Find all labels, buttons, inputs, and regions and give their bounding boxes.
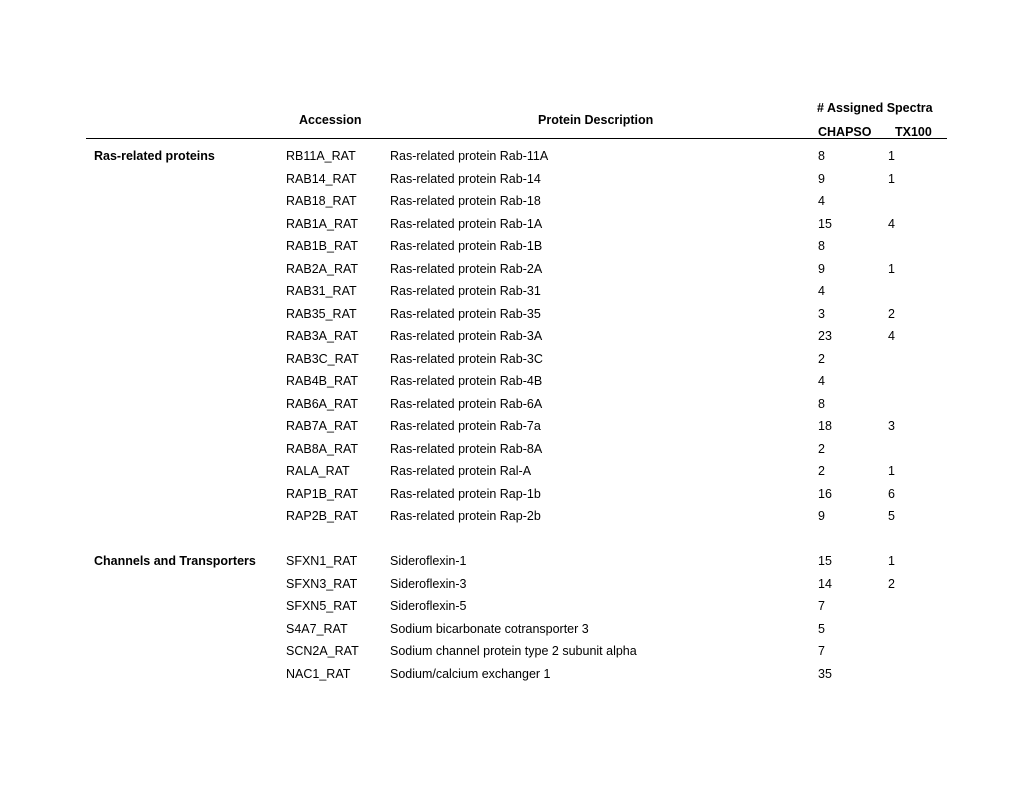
- chapso-count-cell: 5: [818, 621, 825, 636]
- table-row: [0, 258, 1020, 281]
- accession-cell: SFXN1_RAT: [286, 554, 358, 568]
- table-row: [0, 415, 1020, 438]
- table-row: [0, 190, 1020, 213]
- chapso-count-cell: 7: [818, 599, 825, 613]
- table-group: [0, 550, 1020, 685]
- table-row: [0, 618, 1020, 641]
- table-row: [0, 438, 1020, 461]
- category-label: Ras-related proteins: [94, 149, 215, 163]
- tx100-count-cell: 4: [888, 216, 895, 231]
- tx100-count-cell: 4: [888, 329, 895, 343]
- description-cell: Sodium/calcium exchanger 1: [390, 666, 551, 681]
- chapso-count-cell: 4: [818, 194, 825, 208]
- assigned-spectra-header: # Assigned Spectra: [817, 101, 933, 115]
- table-row: [0, 550, 1020, 573]
- table-row: [0, 303, 1020, 326]
- accession-cell: RAB3C_RAT: [286, 351, 359, 366]
- chapso-count-cell: 2: [818, 351, 825, 366]
- description-cell: Sideroflexin-5: [390, 599, 467, 613]
- description-cell: Ras-related protein Rab-14: [390, 171, 541, 186]
- accession-cell: RAB18_RAT: [286, 194, 357, 208]
- table-row: [0, 370, 1020, 393]
- description-cell: Ras-related protein Rab-31: [390, 284, 541, 298]
- table-row: [0, 460, 1020, 483]
- header-divider: [86, 138, 947, 139]
- tx100-count-cell: 1: [888, 554, 895, 568]
- table-row: [0, 505, 1020, 528]
- description-cell: Ras-related protein Rab-8A: [390, 441, 543, 456]
- table-row: [0, 640, 1020, 663]
- chapso-count-cell: 9: [818, 171, 825, 186]
- table-row: [0, 168, 1020, 191]
- accession-cell: RALA_RAT: [286, 464, 350, 478]
- table-row: [0, 663, 1020, 686]
- description-cell: Ras-related protein Rab-3C: [390, 351, 543, 366]
- accession-cell: RAB14_RAT: [286, 171, 357, 186]
- description-cell: Ras-related protein Rab-1A: [390, 216, 543, 231]
- accession-cell: RB11A_RAT: [286, 149, 356, 163]
- description-cell: Sideroflexin-3: [390, 576, 467, 591]
- chapso-count-cell: 3: [818, 306, 825, 321]
- tx100-count-cell: 6: [888, 486, 895, 501]
- tx100-count-cell: 1: [888, 261, 895, 276]
- description-cell: Ras-related protein Rab-4B: [390, 374, 543, 388]
- category-label: Channels and Transporters: [94, 554, 256, 568]
- tx100-count-cell: 1: [888, 171, 895, 186]
- description-cell: Ras-related protein Rab-6A: [390, 396, 543, 411]
- description-cell: Ras-related protein Rab-35: [390, 306, 541, 321]
- chapso-count-cell: 16: [818, 486, 832, 501]
- chapso-count-cell: 7: [818, 644, 825, 658]
- tx100-count-cell: 1: [888, 464, 895, 478]
- accession-cell: RAP2B_RAT: [286, 509, 359, 523]
- chapso-count-cell: 15: [818, 554, 832, 568]
- accession-cell: RAB6A_RAT: [286, 396, 359, 411]
- accession-cell: RAB1B_RAT: [286, 239, 359, 253]
- chapso-count-cell: 14: [818, 576, 832, 591]
- accession-cell: SFXN5_RAT: [286, 599, 358, 613]
- accession-cell: RAB4B_RAT: [286, 374, 359, 388]
- table-row: [0, 235, 1020, 258]
- accession-cell: SCN2A_RAT: [286, 644, 359, 658]
- accession-cell: RAB3A_RAT: [286, 329, 359, 343]
- chapso-header: CHAPSO: [818, 125, 872, 139]
- chapso-count-cell: 2: [818, 464, 825, 478]
- chapso-count-cell: 9: [818, 261, 825, 276]
- accession-cell: RAB1A_RAT: [286, 216, 359, 231]
- description-cell: Ras-related protein Ral-A: [390, 464, 532, 478]
- chapso-count-cell: 18: [818, 419, 832, 433]
- description-cell: Ras-related protein Rap-1b: [390, 486, 541, 501]
- accession-cell: SFXN3_RAT: [286, 576, 358, 591]
- table-row: [0, 393, 1020, 416]
- description-cell: Sideroflexin-1: [390, 554, 467, 568]
- chapso-count-cell: 35: [818, 666, 832, 681]
- table-row: [0, 348, 1020, 371]
- chapso-count-cell: 23: [818, 329, 832, 343]
- accession-cell: RAB8A_RAT: [286, 441, 359, 456]
- description-cell: Ras-related protein Rab-2A: [390, 261, 543, 276]
- description-cell: Ras-related protein Rab-3A: [390, 329, 543, 343]
- tx100-header: TX100: [895, 125, 932, 139]
- accession-cell: NAC1_RAT: [286, 666, 351, 681]
- tx100-count-cell: 5: [888, 509, 895, 523]
- table-row: [0, 213, 1020, 236]
- tx100-count-cell: 3: [888, 419, 895, 433]
- tx100-count-cell: 2: [888, 306, 895, 321]
- table-body: [0, 145, 1020, 685]
- chapso-count-cell: 9: [818, 509, 825, 523]
- accession-cell: RAB7A_RAT: [286, 419, 359, 433]
- description-cell: Ras-related protein Rab-18: [390, 194, 541, 208]
- description-cell: Sodium channel protein type 2 subunit alpha: [390, 644, 637, 658]
- chapso-count-cell: 4: [818, 374, 825, 388]
- table-row: [0, 595, 1020, 618]
- table-row: [0, 145, 1020, 168]
- accession-cell: RAB2A_RAT: [286, 261, 359, 276]
- accession-cell: RAB35_RAT: [286, 306, 357, 321]
- description-cell: Ras-related protein Rap-2b: [390, 509, 541, 523]
- description-cell: Ras-related protein Rab-7a: [390, 419, 541, 433]
- tx100-count-cell: 1: [888, 149, 895, 163]
- table-row: [0, 573, 1020, 596]
- description-cell: Ras-related protein Rab-1B: [390, 239, 543, 253]
- table-group: [0, 145, 1020, 528]
- chapso-count-cell: 2: [818, 441, 825, 456]
- chapso-count-cell: 8: [818, 396, 825, 411]
- table-row: [0, 280, 1020, 303]
- accession-cell: S4A7_RAT: [286, 621, 348, 636]
- protein-description-header: Protein Description: [538, 113, 654, 127]
- tx100-count-cell: 2: [888, 576, 895, 591]
- accession-cell: RAP1B_RAT: [286, 486, 359, 501]
- table-row: [0, 325, 1020, 348]
- chapso-count-cell: 8: [818, 239, 825, 253]
- description-cell: Ras-related protein Rab-11A: [390, 149, 549, 163]
- chapso-count-cell: 8: [818, 149, 825, 163]
- accession-cell: RAB31_RAT: [286, 284, 357, 298]
- description-cell: Sodium bicarbonate cotransporter 3: [390, 621, 589, 636]
- chapso-count-cell: 15: [818, 216, 832, 231]
- chapso-count-cell: 4: [818, 284, 825, 298]
- table-row: [0, 483, 1020, 506]
- accession-header: Accession: [299, 113, 362, 127]
